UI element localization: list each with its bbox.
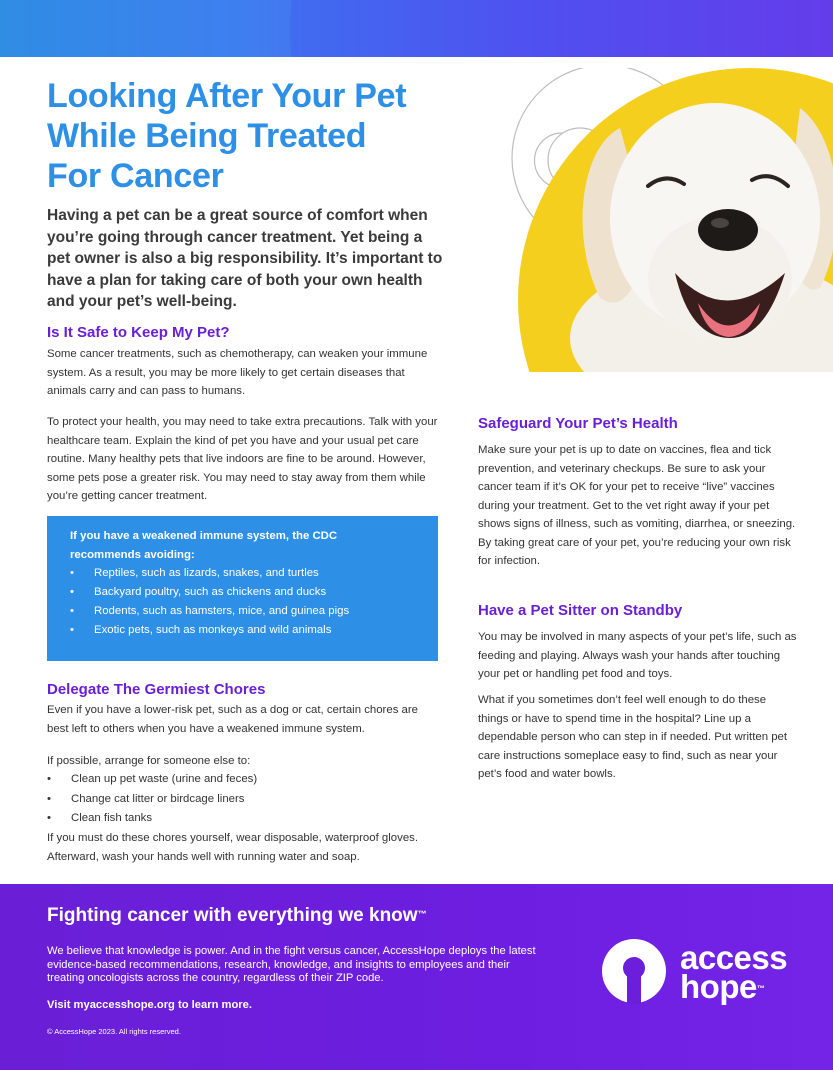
section-heading-sitter: Have a Pet Sitter on Standby (478, 602, 683, 619)
list-item (70, 621, 418, 640)
sitter-paragraph-1: You may be involved in many aspects of your pet’s life, such as feeding and playing. Always wash your hands after touching your pet or handling pet food and toys. (478, 631, 797, 680)
list-item-text: Change cat litter or birdcage liners (71, 792, 245, 805)
section-heading-chores: Delegate The Germiest Chores (47, 681, 266, 698)
list-item (70, 602, 418, 621)
safe-paragraph-1: Some cancer treatments, such as chemotherapy, can weaken your immune system. As a result, you may be more likely to get certain diseases that animals carry and can pass to humans. (47, 348, 428, 397)
dog-illustration (470, 68, 833, 372)
list-item-text: Exotic pets, such as monkeys and wild animals (94, 624, 332, 636)
page-title-line-2: While Being Treated (47, 117, 367, 155)
list-item (70, 564, 418, 583)
intro-paragraph: Having a pet can be a great source of comfort when you’re going through cancer treatment. Yet being a pet owner is also a big responsibility. It’s important to have a plan for taking care of both your own health and your pet’s well-being. (47, 207, 443, 310)
chores-paragraph-3: If you must do these chores yourself, wear disposable, waterproof gloves. Afterward, wash your hands well with running water and soap. (47, 832, 419, 863)
accesshope-logo (601, 936, 801, 1006)
section-heading-health: Safeguard Your Pet’s Health (478, 415, 678, 432)
list-item (47, 790, 257, 810)
page-title (47, 76, 477, 196)
list-item-text: Backyard poultry, such as chickens and ducks (94, 586, 327, 598)
footer-visit-link[interactable]: Visit myaccesshope.org to learn more. (47, 999, 252, 1011)
chores-paragraph-1: Even if you have a lower-risk pet, such as a dog or cat, certain chores are best left to others when you have a weakened immune system. (47, 704, 419, 735)
page-title-line-3: For Cancer (47, 157, 224, 195)
cdc-callout-box (47, 516, 438, 661)
footer (0, 884, 833, 1070)
list-item-text: Reptiles, such as lizards, snakes, and turtles (94, 567, 319, 579)
cdc-avoid-list (70, 564, 418, 640)
footer-description: We believe that knowledge is power. And in the fight versus cancer, AccessHope deploys the latest evidence-based recommendations, research, knowledge, and insights to employees and their treating oncologists across the country, regardless of their ZIP code. (47, 945, 536, 984)
logo-trademark: ™ (756, 984, 765, 993)
section-heading-safe: Is It Safe to Keep My Pet? (47, 324, 230, 341)
logo-wordmark (680, 939, 788, 1005)
list-item-text: Rodents, such as hamsters, mice, and guinea pigs (94, 605, 350, 617)
sitter-paragraph-2: What if you sometimes don’t feel well enough to do these things or have to spend time in the hospital? Line up a dependable person who can step in if needed. Put written pet care instructions someplace easy to find, such as near your pet’s food and water bowls. (478, 694, 788, 780)
trademark-mark: ™ (417, 909, 427, 919)
bullet: • (70, 605, 74, 617)
list-item (70, 583, 418, 602)
accesshope-logo-mark-icon (601, 938, 667, 1004)
bullet: • (47, 773, 51, 785)
footer-title (47, 904, 427, 928)
chores-paragraph-2: If possible, arrange for someone else to: (47, 755, 251, 767)
logo-word-access: access (680, 939, 788, 976)
footer-title-text: Fighting cancer with everything we know (47, 905, 418, 926)
safe-paragraph-2: To protect your health, you may need to take extra precautions. Talk with your healthcare team. Explain the kind of pet you have and your usual pet care routine. Many healthy pets that live indoors are fine to be around. However, some pets pose a greater risk. You may need to stay away from them while you’re getting cancer treatment. (47, 416, 438, 502)
chores-list (47, 770, 257, 829)
smiling-dog-photo (470, 68, 833, 372)
bullet: • (70, 624, 74, 636)
list-item (47, 809, 257, 829)
bullet: • (70, 586, 74, 598)
header-color-band (0, 0, 833, 57)
page-title-line-1: Looking After Your Pet (47, 77, 407, 115)
header-band-curve (290, 0, 833, 57)
bullet: • (47, 792, 51, 805)
bullet: • (70, 567, 74, 579)
cdc-callout-heading: If you have a weakened immune system, the CDC recommends avoiding: (70, 530, 338, 561)
health-paragraph-1: Make sure your pet is up to date on vaccines, flea and tick prevention, and veterinary checkups. Be sure to ask your cancer team if it’s OK for your pet to receive “live” vaccines during your treatment. Get to the vet right away if your pet shows signs of illness, such as vomiting, diarrhea, or sneezing. By taking great care of your pet, you’re reducing your own risk for infection. (478, 444, 796, 567)
list-item (47, 770, 257, 790)
bullet: • (47, 812, 51, 824)
list-item-text: Clean fish tanks (71, 812, 153, 824)
logo-word-hope: hope (680, 968, 757, 1005)
footer-copyright: © AccessHope 2023. All rights reserved. (47, 1027, 181, 1036)
list-item-text: Clean up pet waste (urine and feces) (71, 773, 258, 785)
